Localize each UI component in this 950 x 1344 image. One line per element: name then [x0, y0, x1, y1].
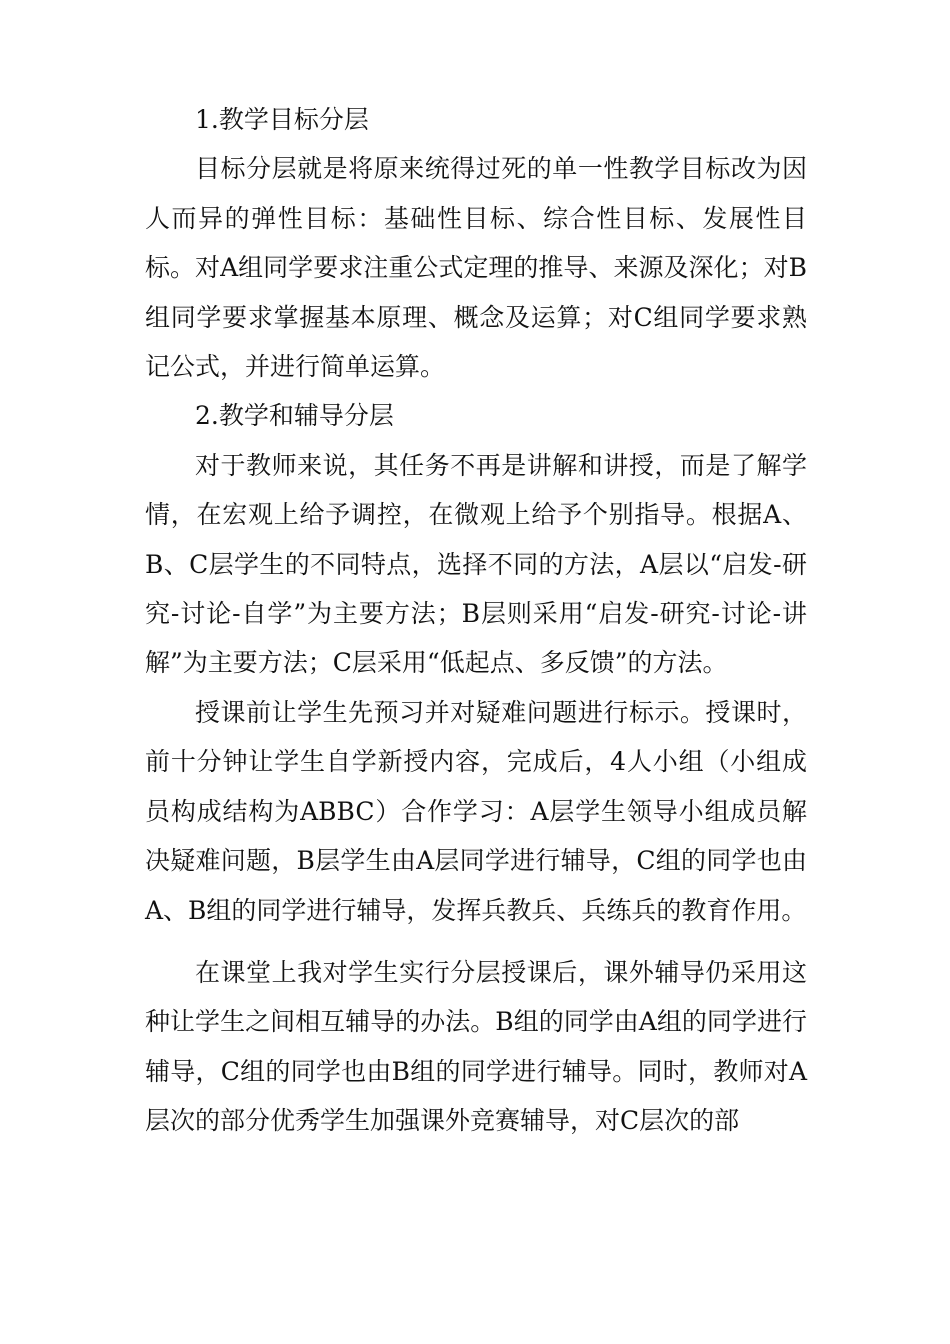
section-heading-teaching-goals: 1.教学目标分层 [195, 105, 369, 134]
document-body [145, 95, 807, 1146]
paragraph-after-class-tutoring: 在课堂上我对学生实行分层授课后，课外辅导仍采用这种让学生之间相互辅导的办法。B组的同学由A组的同学进行辅导，C组的同学也由B组的同学进行辅导。同时，教师对A层次的部分优秀学生加强课外竞赛辅导，对C层次的部 [145, 957, 807, 1136]
paragraph-goal-layering: 目标分层就是将原来统得过死的单一性教学目标改为因人而异的弹性目标：基础性目标、综合性目标、发展性目标。对A组同学要求注重公式定理的推导、来源及深化；对B组同学要求掌握基本原理、概念及运算；对C组同学要求熟记公式，并进行简单运算。 [145, 154, 807, 382]
paragraph-preview-and-group-study: 授课前让学生先预习并对疑难问题进行标示。授课时，前十分钟让学生自学新授内容，完成后，4人小组（小组成员构成结构为ABBC）合作学习：A层学生领导小组成员解决疑难问题，B层学生由A层同学进行辅导，C组的同学也由A、B组的同学进行辅导，发挥兵教兵、兵练兵的教育作用。 [145, 697, 807, 925]
paragraph-teacher-role: 对于教师来说，其任务不再是讲解和讲授，而是了解学情，在宏观上给予调控，在微观上给予个别指导。根据A、B、C层学生的不同特点，选择不同的方法，A层以“启发-研究-讨论-自学”为主要方法；B层则采用“启发-研究-讨论-讲解”为主要方法；C层采用“低起点、多反馈”的方法。 [145, 450, 807, 678]
section-heading-teaching-tutoring: 2.教学和辅导分层 [195, 401, 394, 431]
